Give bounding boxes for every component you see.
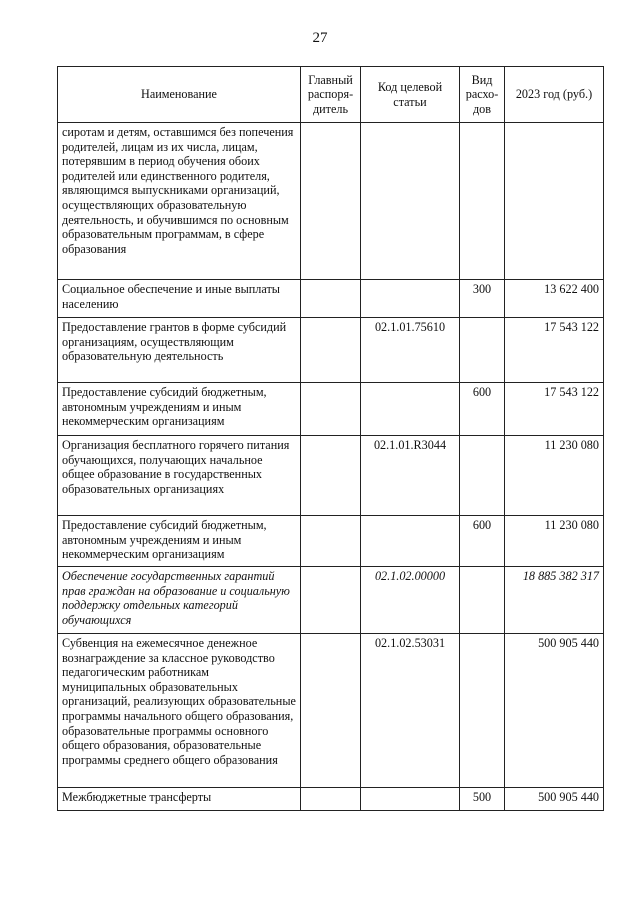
row-main-manager [301,516,361,567]
table-header-row [58,67,604,123]
header-main-manager: Главный распоря-дитель [301,67,361,123]
budget-table [57,66,604,811]
row-code: 02.1.02.00000 [361,567,460,634]
row-name: Межбюджетные трансферты [58,788,301,811]
row-main-manager [301,567,361,634]
row-name: Социальное обеспечение и иные выплаты населению [58,280,301,318]
table-row [58,634,604,788]
table-row [58,567,604,634]
row-main-manager [301,634,361,788]
row-name: Обеспечение государственных гарантий прав граждан на образование и социальную поддержку отдельных категорий обучающихся [58,567,301,634]
row-amount: 17 543 122 [505,383,604,436]
row-name: сиротам и детям, оставшимся без попечения родителей, лицам из их числа, лицам, потерявшим в период обучения обоих родителей или единственного родителя, являющимся выпускниками организаций, осуществляющих образовательную деятельность, и обучившимся по основным образовательным программам, в сфере образования [58,123,301,280]
row-amount: 500 905 440 [505,788,604,811]
header-target-code: Код целевой статьи [361,67,460,123]
row-code: 02.1.01.75610 [361,318,460,383]
row-code: 02.1.02.53031 [361,634,460,788]
header-expense-type: Вид расхо-дов [460,67,505,123]
table-row [58,280,604,318]
row-name: Предоставление грантов в форме субсидий организациям, осуществляющим образовательную деятельность [58,318,301,383]
row-kind: 300 [460,280,505,318]
header-name: Наименование [58,67,301,123]
row-kind [460,123,505,280]
row-kind [460,567,505,634]
row-kind: 600 [460,383,505,436]
row-main-manager [301,383,361,436]
page-number: 27 [312,30,328,46]
row-kind: 500 [460,788,505,811]
row-main-manager [301,788,361,811]
row-code [361,788,460,811]
table-row [58,436,604,516]
table-row [58,383,604,436]
row-amount: 500 905 440 [505,634,604,788]
row-code [361,280,460,318]
row-name: Субвенция на ежемесячное денежное вознаграждение за классное руководство педагогическим работникам муниципальных образовательных организаций, реализующих образовательные программы начального общего образования, образовательные программы основного общего образования, образовательные программы среднего общего образования [58,634,301,788]
row-code: 02.1.01.R3044 [361,436,460,516]
row-amount: 18 885 382 317 [505,567,604,634]
row-code [361,516,460,567]
row-name: Организация бесплатного горячего питания обучающихся, получающих начальное общее образование в государственных образовательных организациях [58,436,301,516]
table-row [58,788,604,811]
row-amount: 11 230 080 [505,516,604,567]
row-kind [460,634,505,788]
row-code [361,123,460,280]
row-main-manager [301,280,361,318]
row-kind [460,318,505,383]
row-main-manager [301,436,361,516]
row-kind [460,436,505,516]
row-main-manager [301,318,361,383]
row-amount: 17 543 122 [505,318,604,383]
row-amount: 11 230 080 [505,436,604,516]
table-row [58,516,604,567]
row-kind: 600 [460,516,505,567]
table-row [58,318,604,383]
header-year-2023: 2023 год (руб.) [505,67,604,123]
table-row [58,123,604,280]
row-code [361,383,460,436]
row-name: Предоставление субсидий бюджетным, автономным учреждениям и иным некоммерческим организациям [58,516,301,567]
row-name: Предоставление субсидий бюджетным, автономным учреждениям и иным некоммерческим организациям [58,383,301,436]
row-amount: 13 622 400 [505,280,604,318]
row-main-manager [301,123,361,280]
row-amount [505,123,604,280]
